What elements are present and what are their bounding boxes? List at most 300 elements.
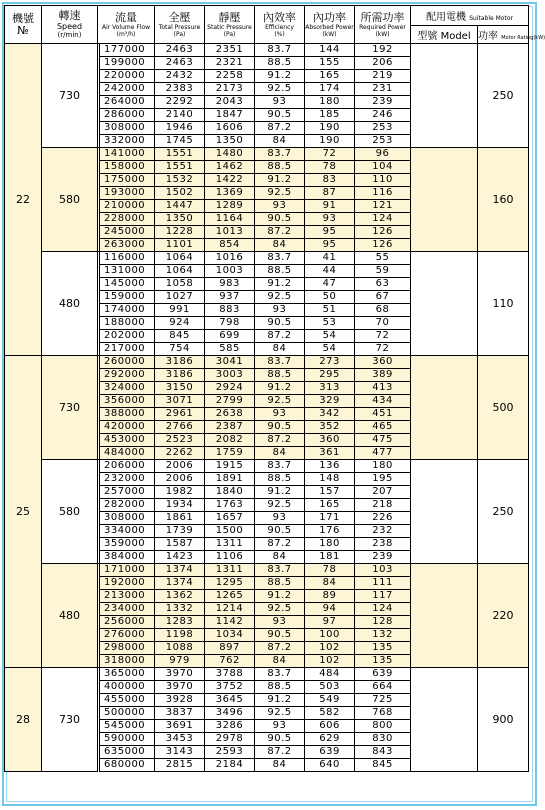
total-pressure-cell: 1350 xyxy=(155,213,205,226)
internal-power-cell: 54 xyxy=(305,343,355,356)
efficiency-cell: 91.2 xyxy=(255,590,305,603)
static-pressure-cell: 1311 xyxy=(205,564,255,577)
table-row xyxy=(5,44,529,57)
efficiency-cell: 93 xyxy=(255,720,305,733)
total-pressure-cell: 1551 xyxy=(155,161,205,174)
required-power-cell: 63 xyxy=(355,278,411,291)
internal-power-cell: 95 xyxy=(305,239,355,252)
required-power-cell: 239 xyxy=(355,96,411,109)
static-pressure-cell: 3752 xyxy=(205,681,255,694)
required-power-cell: 103 xyxy=(355,564,411,577)
speed-value: 730 xyxy=(42,44,98,148)
total-pressure-cell: 3928 xyxy=(155,694,205,707)
flow-cell: 193000 xyxy=(100,187,155,200)
flow-cell: 199000 xyxy=(100,57,155,70)
flow-cell: 213000 xyxy=(100,590,155,603)
efficiency-cell: 91.2 xyxy=(255,278,305,291)
table-row xyxy=(5,668,529,681)
required-power-cell: 226 xyxy=(355,512,411,525)
internal-power-cell: 91 xyxy=(305,200,355,213)
flow-cell: 228000 xyxy=(100,213,155,226)
required-power-cell: 253 xyxy=(355,122,411,135)
total-pressure-cell: 3691 xyxy=(155,720,205,733)
flow-cell: 256000 xyxy=(100,616,155,629)
required-power-cell: 253 xyxy=(355,135,411,148)
internal-power-cell: 273 xyxy=(305,356,355,369)
flow-cell: 116000 xyxy=(100,252,155,265)
internal-power-cell: 54 xyxy=(305,330,355,343)
required-power-cell: 206 xyxy=(355,57,411,70)
internal-power-cell: 180 xyxy=(305,96,355,109)
efficiency-cell: 93 xyxy=(255,304,305,317)
flow-cell: 141000 xyxy=(100,148,155,161)
efficiency-cell: 84 xyxy=(255,239,305,252)
total-pressure-cell: 2292 xyxy=(155,96,205,109)
internal-power-cell: 361 xyxy=(305,447,355,460)
static-pressure-cell: 1013 xyxy=(205,226,255,239)
total-pressure-cell: 3970 xyxy=(155,681,205,694)
total-pressure-cell: 2961 xyxy=(155,408,205,421)
efficiency-cell: 87.2 xyxy=(255,746,305,759)
speed-value: 730 xyxy=(42,668,98,772)
internal-power-cell: 78 xyxy=(305,564,355,577)
flow-cell: 453000 xyxy=(100,434,155,447)
flow-cell: 174000 xyxy=(100,304,155,317)
static-pressure-cell: 2978 xyxy=(205,733,255,746)
static-pressure-cell: 1462 xyxy=(205,161,255,174)
static-pressure-cell: 3496 xyxy=(205,707,255,720)
flow-cell: 308000 xyxy=(100,512,155,525)
machine-number: 28 xyxy=(5,668,42,772)
required-power-cell: 232 xyxy=(355,525,411,538)
flow-cell: 257000 xyxy=(100,486,155,499)
total-pressure-cell: 2766 xyxy=(155,421,205,434)
motor-rating-value: 250 xyxy=(478,460,529,564)
total-pressure-cell: 1058 xyxy=(155,278,205,291)
required-power-cell: 110 xyxy=(355,174,411,187)
required-power-cell: 72 xyxy=(355,330,411,343)
total-pressure-cell: 2383 xyxy=(155,83,205,96)
required-power-cell: 59 xyxy=(355,265,411,278)
table-row xyxy=(5,564,529,577)
flow-cell: 206000 xyxy=(100,460,155,473)
table-row xyxy=(5,460,529,473)
static-pressure-cell: 2184 xyxy=(205,759,255,772)
required-power-cell: 121 xyxy=(355,200,411,213)
efficiency-cell: 88.5 xyxy=(255,57,305,70)
static-pressure-cell: 762 xyxy=(205,655,255,668)
static-pressure-cell: 2799 xyxy=(205,395,255,408)
total-pressure-header: 全壓 Total Pressure (Pa) xyxy=(155,6,205,44)
flow-cell: 388000 xyxy=(100,408,155,421)
flow-cell: 286000 xyxy=(100,109,155,122)
efficiency-cell: 90.5 xyxy=(255,421,305,434)
internal-power-cell: 53 xyxy=(305,317,355,330)
total-pressure-cell: 2815 xyxy=(155,759,205,772)
static-pressure-cell: 1142 xyxy=(205,616,255,629)
efficiency-cell: 90.5 xyxy=(255,629,305,642)
required-power-cell: 664 xyxy=(355,681,411,694)
required-power-cell: 126 xyxy=(355,226,411,239)
internal-power-cell: 100 xyxy=(305,629,355,642)
static-pressure-cell: 2924 xyxy=(205,382,255,395)
flow-cell: 455000 xyxy=(100,694,155,707)
static-pressure-cell: 1106 xyxy=(205,551,255,564)
internal-power-cell: 51 xyxy=(305,304,355,317)
model-header: 型號 Model xyxy=(411,26,478,44)
static-pressure-cell: 3645 xyxy=(205,694,255,707)
table-row xyxy=(5,252,529,265)
total-pressure-cell: 1946 xyxy=(155,122,205,135)
static-pressure-cell: 1289 xyxy=(205,200,255,213)
internal-power-cell: 89 xyxy=(305,590,355,603)
required-power-cell: 475 xyxy=(355,434,411,447)
required-power-cell: 389 xyxy=(355,369,411,382)
required-power-cell: 67 xyxy=(355,291,411,304)
internal-power-cell: 639 xyxy=(305,746,355,759)
required-power-cell: 135 xyxy=(355,642,411,655)
efficiency-cell: 91.2 xyxy=(255,694,305,707)
flow-cell: 292000 xyxy=(100,369,155,382)
internal-power-cell: 50 xyxy=(305,291,355,304)
total-pressure-cell: 1502 xyxy=(155,187,205,200)
efficiency-cell: 87.2 xyxy=(255,330,305,343)
static-pressure-cell: 1265 xyxy=(205,590,255,603)
flow-cell: 324000 xyxy=(100,382,155,395)
efficiency-cell: 93 xyxy=(255,96,305,109)
flow-cell: 384000 xyxy=(100,551,155,564)
internal-power-cell: 148 xyxy=(305,473,355,486)
static-pressure-cell: 1915 xyxy=(205,460,255,473)
total-pressure-cell: 1283 xyxy=(155,616,205,629)
internal-power-header: 內功率 Absorbed Power (kW) xyxy=(305,6,355,44)
efficiency-cell: 91.2 xyxy=(255,70,305,83)
flow-cell: 145000 xyxy=(100,278,155,291)
model-cell xyxy=(411,148,478,252)
table-body xyxy=(5,44,529,772)
efficiency-header: 內效率 Efficiency (%) xyxy=(255,6,305,44)
flow-cell: 171000 xyxy=(100,564,155,577)
total-pressure-cell: 1982 xyxy=(155,486,205,499)
total-pressure-cell: 924 xyxy=(155,317,205,330)
motor-rating-value: 160 xyxy=(478,148,529,252)
required-power-cell: 192 xyxy=(355,44,411,57)
static-pressure-cell: 585 xyxy=(205,343,255,356)
flow-cell: 242000 xyxy=(100,83,155,96)
total-pressure-cell: 1745 xyxy=(155,135,205,148)
required-power-cell: 128 xyxy=(355,616,411,629)
flow-header: 流量 Air Volume Flow (m³/h) xyxy=(98,6,155,44)
efficiency-cell: 87.2 xyxy=(255,642,305,655)
model-cell xyxy=(411,564,478,668)
required-power-header: 所需功率 Required Power (kW) xyxy=(355,6,411,44)
required-power-cell: 124 xyxy=(355,213,411,226)
motor-rating-value: 250 xyxy=(478,44,529,148)
required-power-cell: 800 xyxy=(355,720,411,733)
speed-value: 580 xyxy=(42,460,98,564)
static-pressure-cell: 2638 xyxy=(205,408,255,421)
internal-power-cell: 352 xyxy=(305,421,355,434)
required-power-cell: 360 xyxy=(355,356,411,369)
efficiency-cell: 87.2 xyxy=(255,538,305,551)
required-power-cell: 239 xyxy=(355,551,411,564)
flow-cell: 158000 xyxy=(100,161,155,174)
total-pressure-cell: 1374 xyxy=(155,564,205,577)
efficiency-cell: 84 xyxy=(255,759,305,772)
efficiency-cell: 92.5 xyxy=(255,707,305,720)
total-pressure-cell: 1362 xyxy=(155,590,205,603)
static-pressure-cell: 2321 xyxy=(205,57,255,70)
internal-power-cell: 190 xyxy=(305,122,355,135)
required-power-cell: 70 xyxy=(355,317,411,330)
total-pressure-cell: 1064 xyxy=(155,252,205,265)
speed-value: 730 xyxy=(42,356,98,460)
flow-cell: 365000 xyxy=(100,668,155,681)
flow-cell: 318000 xyxy=(100,655,155,668)
required-power-cell: 104 xyxy=(355,161,411,174)
static-pressure-cell: 1891 xyxy=(205,473,255,486)
total-pressure-cell: 1934 xyxy=(155,499,205,512)
total-pressure-cell: 1447 xyxy=(155,200,205,213)
efficiency-cell: 83.7 xyxy=(255,356,305,369)
flow-cell: 131000 xyxy=(100,265,155,278)
flow-cell: 260000 xyxy=(100,356,155,369)
internal-power-cell: 165 xyxy=(305,499,355,512)
internal-power-cell: 102 xyxy=(305,655,355,668)
flow-cell: 400000 xyxy=(100,681,155,694)
total-pressure-cell: 1532 xyxy=(155,174,205,187)
flow-cell: 159000 xyxy=(100,291,155,304)
static-pressure-cell: 699 xyxy=(205,330,255,343)
flow-cell: 359000 xyxy=(100,538,155,551)
required-power-cell: 126 xyxy=(355,239,411,252)
total-pressure-cell: 3150 xyxy=(155,382,205,395)
static-pressure-cell: 1840 xyxy=(205,486,255,499)
machine-no-header: 機號 № xyxy=(5,6,42,44)
rating-header: 功率 Motor Rating(kW) xyxy=(478,26,529,44)
internal-power-cell: 174 xyxy=(305,83,355,96)
flow-cell: 175000 xyxy=(100,174,155,187)
internal-power-cell: 329 xyxy=(305,395,355,408)
flow-cell: 202000 xyxy=(100,330,155,343)
total-pressure-cell: 1861 xyxy=(155,512,205,525)
flow-cell: 192000 xyxy=(100,577,155,590)
internal-power-cell: 47 xyxy=(305,278,355,291)
total-pressure-cell: 1101 xyxy=(155,239,205,252)
static-pressure-cell: 1369 xyxy=(205,187,255,200)
efficiency-cell: 88.5 xyxy=(255,577,305,590)
internal-power-cell: 171 xyxy=(305,512,355,525)
flow-cell: 484000 xyxy=(100,447,155,460)
required-power-cell: 434 xyxy=(355,395,411,408)
total-pressure-cell: 3071 xyxy=(155,395,205,408)
required-power-cell: 111 xyxy=(355,577,411,590)
static-pressure-header: 靜壓 Static Pressure (Pa) xyxy=(205,6,255,44)
efficiency-cell: 84 xyxy=(255,551,305,564)
total-pressure-cell: 3186 xyxy=(155,356,205,369)
flow-cell: 590000 xyxy=(100,733,155,746)
internal-power-cell: 185 xyxy=(305,109,355,122)
internal-power-cell: 83 xyxy=(305,174,355,187)
flow-cell: 220000 xyxy=(100,70,155,83)
static-pressure-cell: 1480 xyxy=(205,148,255,161)
static-pressure-cell: 883 xyxy=(205,304,255,317)
flow-cell: 217000 xyxy=(100,343,155,356)
efficiency-cell: 91.2 xyxy=(255,486,305,499)
efficiency-cell: 90.5 xyxy=(255,109,305,122)
static-pressure-cell: 2387 xyxy=(205,421,255,434)
flow-cell: 177000 xyxy=(100,44,155,57)
efficiency-cell: 84 xyxy=(255,135,305,148)
flow-cell: 264000 xyxy=(100,96,155,109)
internal-power-cell: 295 xyxy=(305,369,355,382)
required-power-cell: 219 xyxy=(355,70,411,83)
model-cell xyxy=(411,44,478,148)
flow-cell: 500000 xyxy=(100,707,155,720)
internal-power-cell: 87 xyxy=(305,187,355,200)
static-pressure-cell: 3003 xyxy=(205,369,255,382)
total-pressure-cell: 2140 xyxy=(155,109,205,122)
static-pressure-cell: 1164 xyxy=(205,213,255,226)
static-pressure-cell: 1034 xyxy=(205,629,255,642)
total-pressure-cell: 2006 xyxy=(155,460,205,473)
static-pressure-cell: 1311 xyxy=(205,538,255,551)
internal-power-cell: 97 xyxy=(305,616,355,629)
speed-value: 480 xyxy=(42,252,98,356)
efficiency-cell: 93 xyxy=(255,408,305,421)
internal-power-cell: 640 xyxy=(305,759,355,772)
required-power-cell: 725 xyxy=(355,694,411,707)
efficiency-cell: 92.5 xyxy=(255,395,305,408)
total-pressure-cell: 2523 xyxy=(155,434,205,447)
required-power-cell: 639 xyxy=(355,668,411,681)
required-power-cell: 830 xyxy=(355,733,411,746)
total-pressure-cell: 1088 xyxy=(155,642,205,655)
efficiency-cell: 92.5 xyxy=(255,603,305,616)
static-pressure-cell: 1214 xyxy=(205,603,255,616)
efficiency-cell: 84 xyxy=(255,343,305,356)
internal-power-cell: 180 xyxy=(305,538,355,551)
internal-power-cell: 165 xyxy=(305,70,355,83)
static-pressure-cell: 1422 xyxy=(205,174,255,187)
static-pressure-cell: 3788 xyxy=(205,668,255,681)
model-cell xyxy=(411,460,478,564)
internal-power-cell: 144 xyxy=(305,44,355,57)
total-pressure-cell: 3453 xyxy=(155,733,205,746)
efficiency-cell: 92.5 xyxy=(255,499,305,512)
efficiency-cell: 88.5 xyxy=(255,681,305,694)
internal-power-cell: 93 xyxy=(305,213,355,226)
efficiency-cell: 88.5 xyxy=(255,161,305,174)
motor-rating-value: 110 xyxy=(478,252,529,356)
required-power-cell: 132 xyxy=(355,629,411,642)
efficiency-cell: 84 xyxy=(255,447,305,460)
internal-power-cell: 41 xyxy=(305,252,355,265)
internal-power-cell: 94 xyxy=(305,603,355,616)
efficiency-cell: 93 xyxy=(255,512,305,525)
static-pressure-cell: 983 xyxy=(205,278,255,291)
efficiency-cell: 91.2 xyxy=(255,382,305,395)
total-pressure-cell: 2262 xyxy=(155,447,205,460)
motor-rating-value: 900 xyxy=(478,668,529,772)
internal-power-cell: 549 xyxy=(305,694,355,707)
machine-number: 22 xyxy=(5,44,42,356)
efficiency-cell: 87.2 xyxy=(255,122,305,135)
machine-number: 25 xyxy=(5,356,42,668)
flow-cell: 245000 xyxy=(100,226,155,239)
required-power-cell: 195 xyxy=(355,473,411,486)
efficiency-cell: 88.5 xyxy=(255,473,305,486)
flow-cell: 263000 xyxy=(100,239,155,252)
static-pressure-cell: 937 xyxy=(205,291,255,304)
efficiency-cell: 88.5 xyxy=(255,265,305,278)
total-pressure-cell: 1587 xyxy=(155,538,205,551)
flow-cell: 356000 xyxy=(100,395,155,408)
speed-value: 580 xyxy=(42,148,98,252)
static-pressure-cell: 2351 xyxy=(205,44,255,57)
internal-power-cell: 95 xyxy=(305,226,355,239)
static-pressure-cell: 854 xyxy=(205,239,255,252)
efficiency-cell: 92.5 xyxy=(255,83,305,96)
flow-cell: 298000 xyxy=(100,642,155,655)
total-pressure-cell: 3970 xyxy=(155,668,205,681)
motor-rating-value: 500 xyxy=(478,356,529,460)
table-row xyxy=(5,356,529,369)
flow-cell: 282000 xyxy=(100,499,155,512)
total-pressure-cell: 3186 xyxy=(155,369,205,382)
efficiency-cell: 83.7 xyxy=(255,148,305,161)
table-row xyxy=(5,148,529,161)
internal-power-cell: 78 xyxy=(305,161,355,174)
required-power-cell: 135 xyxy=(355,655,411,668)
efficiency-cell: 84 xyxy=(255,655,305,668)
required-power-cell: 413 xyxy=(355,382,411,395)
efficiency-cell: 90.5 xyxy=(255,317,305,330)
internal-power-cell: 84 xyxy=(305,577,355,590)
total-pressure-cell: 979 xyxy=(155,655,205,668)
total-pressure-cell: 991 xyxy=(155,304,205,317)
total-pressure-cell: 1332 xyxy=(155,603,205,616)
flow-cell: 635000 xyxy=(100,746,155,759)
static-pressure-cell: 2593 xyxy=(205,746,255,759)
total-pressure-cell: 1198 xyxy=(155,629,205,642)
speed-header: 轉速 Speed (r/min) xyxy=(42,6,98,44)
flow-cell: 210000 xyxy=(100,200,155,213)
static-pressure-cell: 1763 xyxy=(205,499,255,512)
total-pressure-cell: 2006 xyxy=(155,473,205,486)
efficiency-cell: 83.7 xyxy=(255,564,305,577)
internal-power-cell: 44 xyxy=(305,265,355,278)
flow-cell: 420000 xyxy=(100,421,155,434)
internal-power-cell: 157 xyxy=(305,486,355,499)
internal-power-cell: 503 xyxy=(305,681,355,694)
required-power-cell: 465 xyxy=(355,421,411,434)
total-pressure-cell: 3837 xyxy=(155,707,205,720)
flow-cell: 308000 xyxy=(100,122,155,135)
static-pressure-cell: 1003 xyxy=(205,265,255,278)
static-pressure-cell: 3041 xyxy=(205,356,255,369)
efficiency-cell: 93 xyxy=(255,616,305,629)
required-power-cell: 246 xyxy=(355,109,411,122)
static-pressure-cell: 2173 xyxy=(205,83,255,96)
fan-performance-table xyxy=(4,5,545,772)
static-pressure-cell: 897 xyxy=(205,642,255,655)
efficiency-cell: 87.2 xyxy=(255,226,305,239)
required-power-cell: 55 xyxy=(355,252,411,265)
internal-power-cell: 629 xyxy=(305,733,355,746)
static-pressure-cell: 3286 xyxy=(205,720,255,733)
efficiency-cell: 83.7 xyxy=(255,44,305,57)
